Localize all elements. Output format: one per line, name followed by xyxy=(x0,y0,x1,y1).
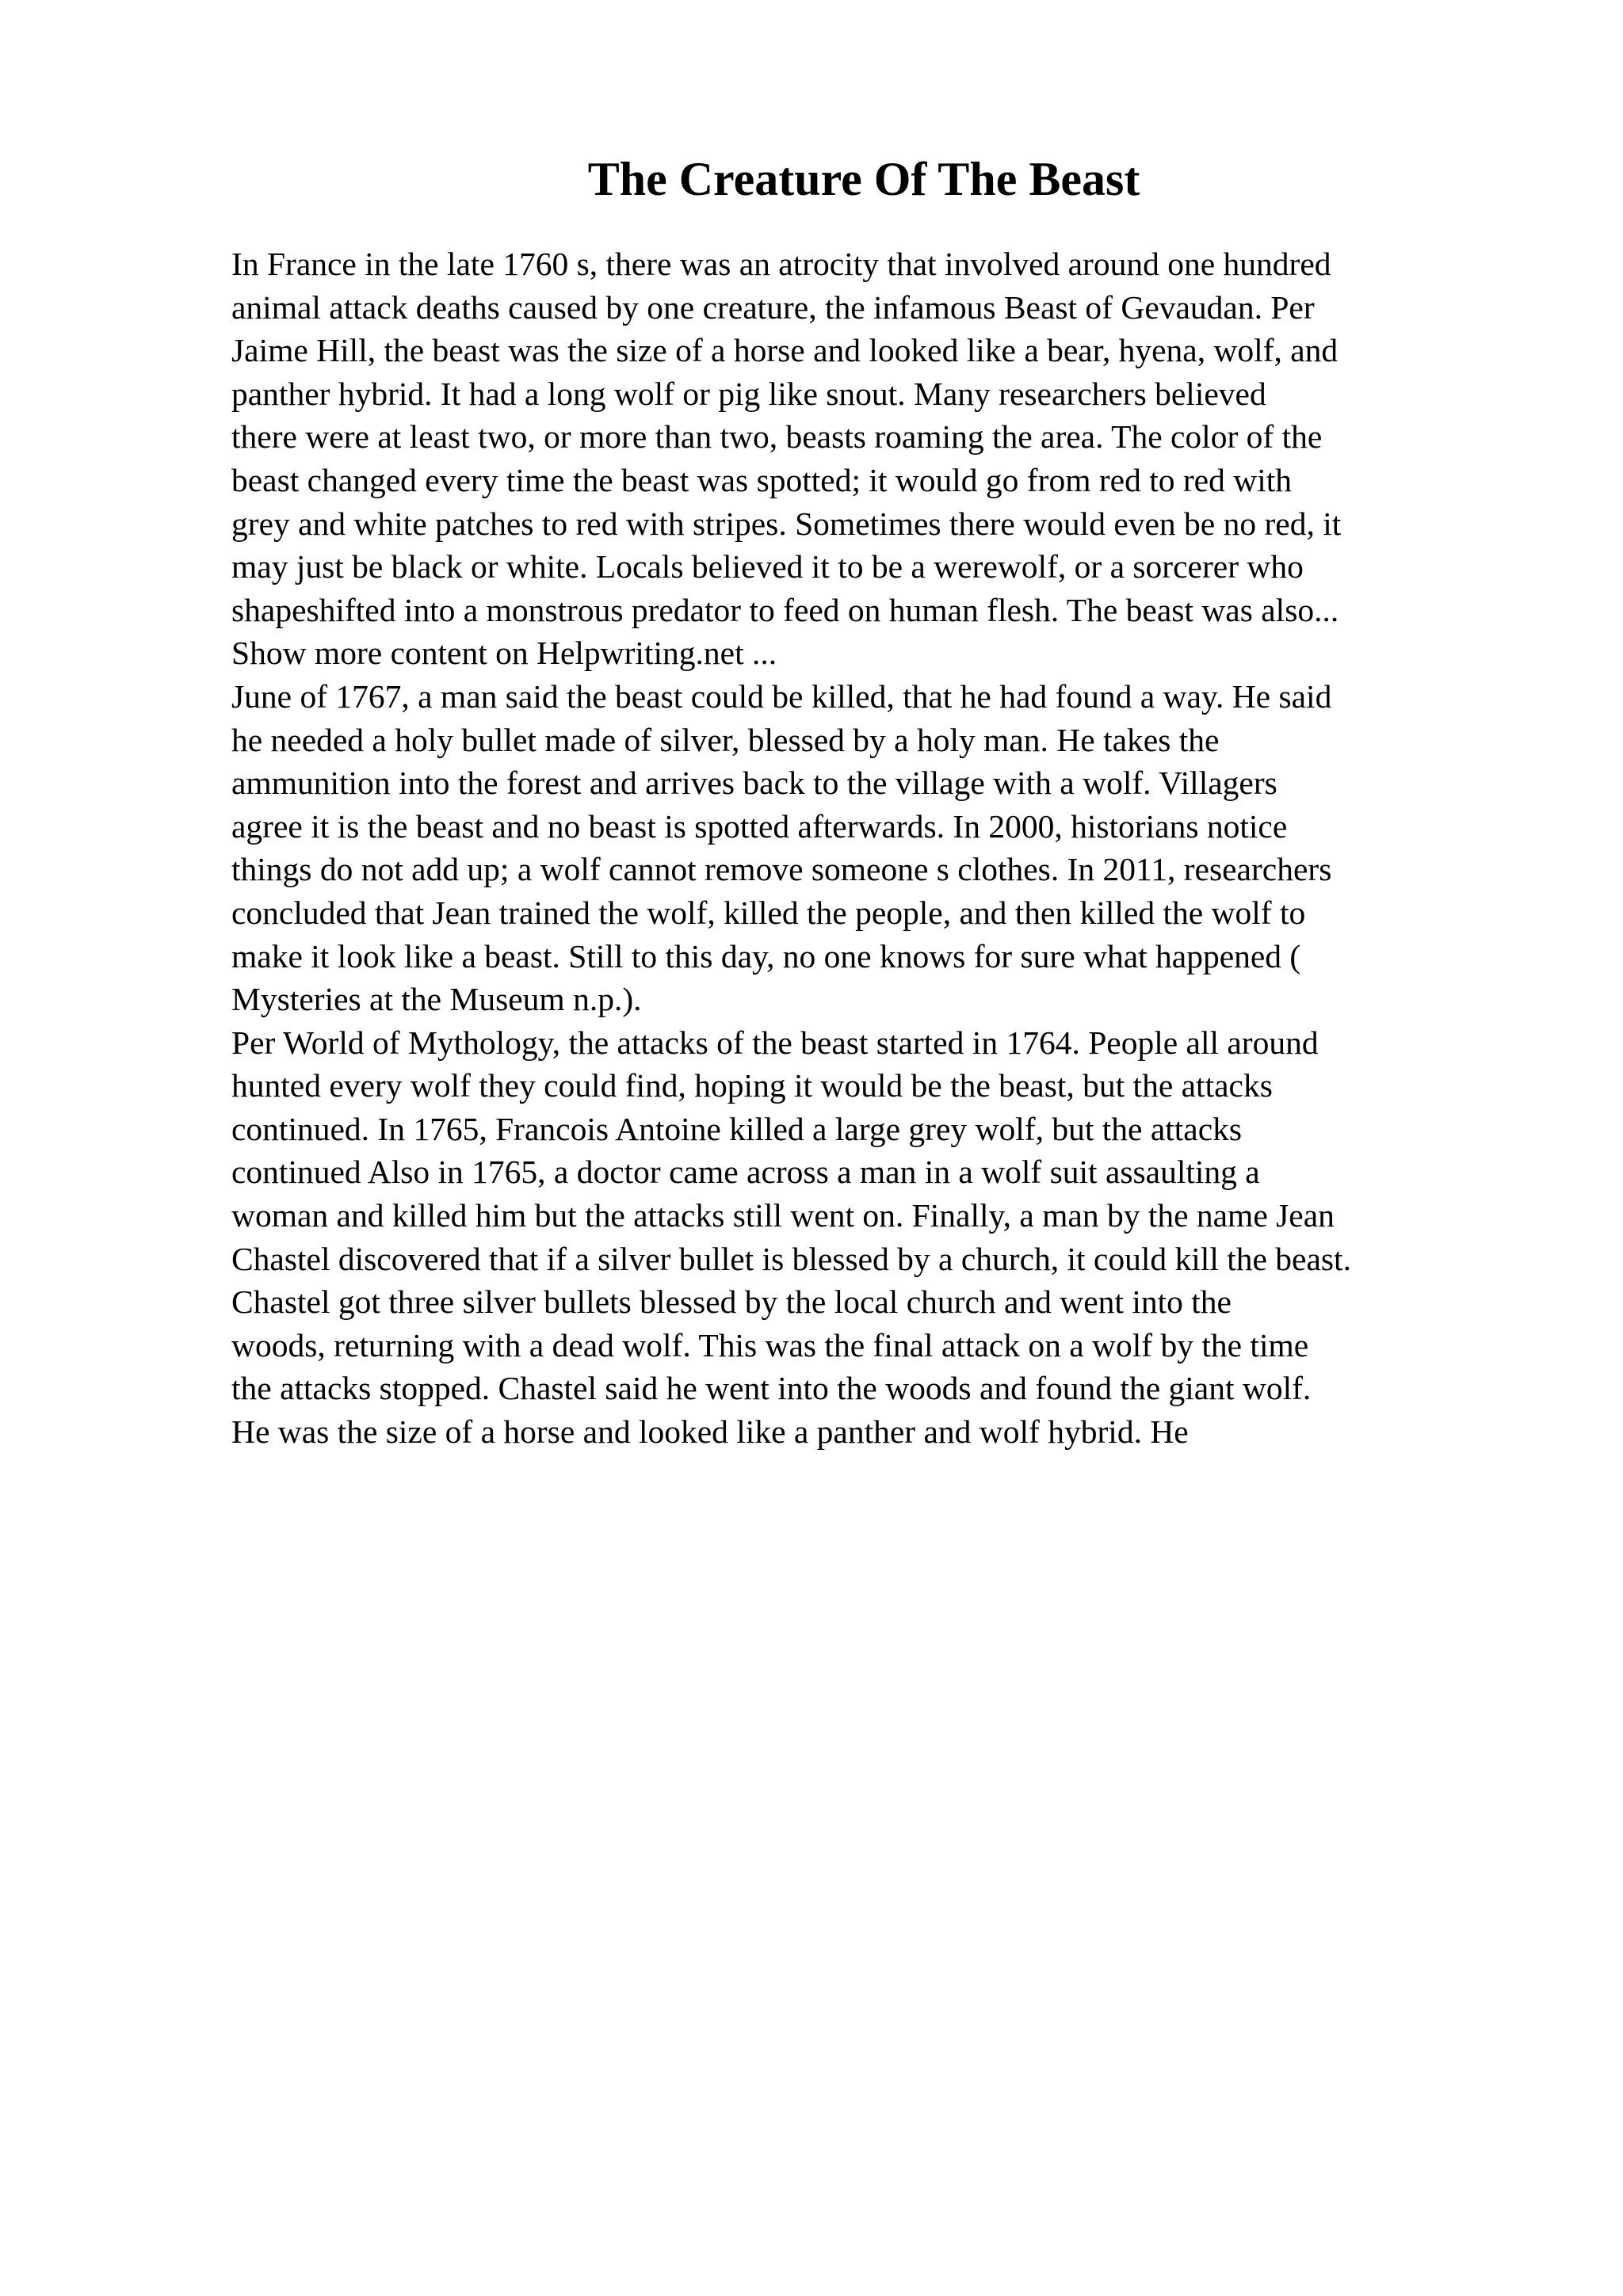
text-line: shapeshifted into a monstrous predator to feed on human flesh. The beast was also... xyxy=(231,591,1339,628)
text-line: June of 1767, a man said the beast could be killed, that he had found a way. He said xyxy=(231,677,1332,715)
text-line: continued Also in 1765, a doctor came across a man in a wolf suit assaulting a xyxy=(231,1154,1260,1191)
text-line: woods, returning with a dead wolf. This was the final attack on a wolf by the time xyxy=(231,1326,1309,1363)
document-title: The Creature Of The Beast xyxy=(587,153,1140,205)
text-line: may just be black or white. Locals believed it to be a werewolf, or a sorcerer who xyxy=(231,548,1304,585)
text-line: ammunition into the forest and arrives back to the village with a wolf. Villagers xyxy=(231,765,1277,802)
text-line: the attacks stopped. Chastel said he went into the woods and found the giant wolf. xyxy=(231,1370,1312,1407)
text-line: things do not add up; a wolf cannot remove someone s clothes. In 2011, researchers xyxy=(231,851,1332,888)
text-line: beast changed every time the beast was spotted; it would go from red to red with xyxy=(231,461,1293,498)
text-line: Chastel got three silver bullets blessed by the local church and went into the xyxy=(231,1283,1232,1321)
text-line: Jaime Hill, the beast was the size of a horse and looked like a bear, hyena, wolf, and xyxy=(231,332,1338,369)
text-line: In France in the late 1760 s, there was an atrocity that involved around one hundred xyxy=(231,246,1331,282)
document-body xyxy=(231,242,1594,1454)
text-line: agree it is the beast and no beast is spotted afterwards. In 2000, historians notice xyxy=(231,807,1288,845)
text-line: concluded that Jean trained the wolf, killed the people, and then killed the wolf to xyxy=(231,894,1306,931)
show-more-link-text: Show more content on Helpwriting.net ... xyxy=(231,635,777,672)
text-line: he needed a holy bullet made of silver, blessed by a holy man. He takes the xyxy=(231,721,1220,758)
text-line: Chastel discovered that if a silver bullet is blessed by a church, it could kill the beast. xyxy=(231,1240,1351,1277)
text-line: animal attack deaths caused by one creature, the infamous Beast of Gevaudan. Per xyxy=(231,288,1315,326)
text-line: Mysteries at the Museum n.p.). xyxy=(231,981,642,1018)
text-line: there were at least two, or more than two, beasts roaming the area. The color of the xyxy=(231,418,1323,456)
text-line: make it look like a beast. Still to this day, no one knows for sure what happened ( xyxy=(231,937,1301,974)
text-line: He was the size of a horse and looked like a panther and wolf hybrid. He xyxy=(231,1413,1189,1451)
text-line: hunted every wolf they could find, hoping it would be the beast, but the attacks xyxy=(231,1067,1273,1104)
text-line: panther hybrid. It had a long wolf or pig like snout. Many researchers believed xyxy=(231,375,1266,412)
text-line: grey and white patches to red with stripes. Sometimes there would even be no red, it xyxy=(231,505,1342,542)
text-line: woman and killed him but the attacks still went on. Finally, a man by the name Jean xyxy=(231,1197,1335,1234)
text-line: Per World of Mythology, the attacks of the beast started in 1764. People all around xyxy=(231,1024,1319,1061)
text-line: continued. In 1765, Francois Antoine killed a large grey wolf, but the attacks xyxy=(231,1110,1243,1147)
